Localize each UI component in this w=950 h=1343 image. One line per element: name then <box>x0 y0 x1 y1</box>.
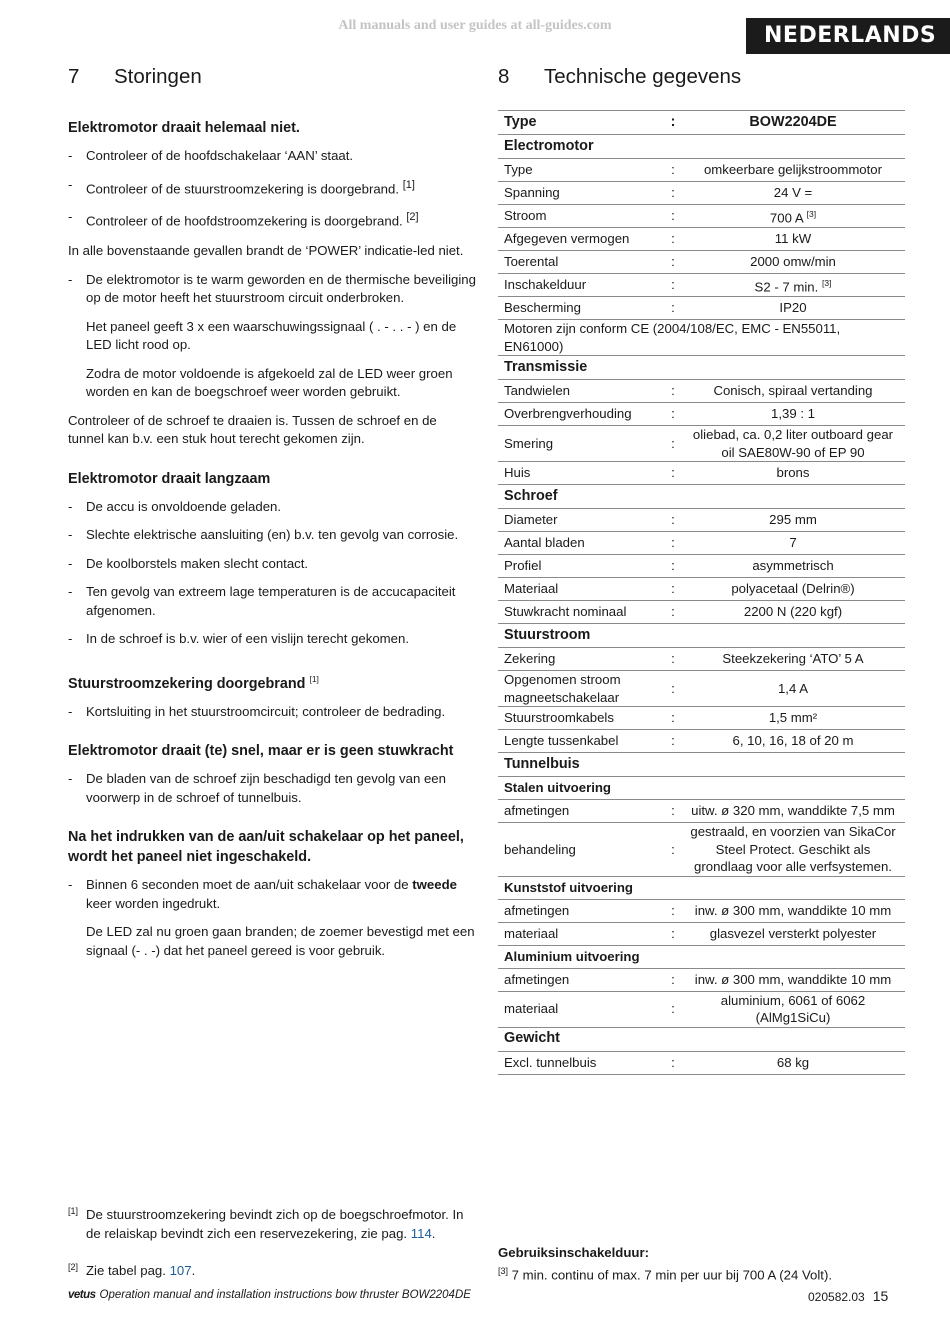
footnote-ref: [1] <box>402 178 415 191</box>
paragraph: Het paneel geeft 3 x een waarschuwingssignaal ( . - . . - ) en de LED licht rood op. <box>86 318 457 353</box>
section-number: 8 <box>498 65 510 88</box>
table-row <box>498 182 905 205</box>
usage-title: Gebruiksinschakelduur: <box>498 1245 649 1260</box>
row-colon: : <box>665 601 681 624</box>
table-row <box>498 297 905 320</box>
section-number: 7 <box>68 65 80 88</box>
list-item: - Binnen 6 seconden moet de aan/uit schakelaar voor de tweede keer worden ingedrukt. <box>68 877 457 911</box>
row-value: inw. ø 300 mm, wanddikte 10 mm <box>681 899 905 922</box>
row-label: Zekering <box>498 648 665 671</box>
row-colon: : <box>665 532 681 555</box>
table-row <box>498 205 905 228</box>
table-row <box>498 426 905 462</box>
table-row <box>498 922 905 945</box>
footnote-1: [1] De stuurstroomzekering bevindt zich op de boegschroefmotor. In de relaiskap bevindt zich een reservezekering, zie pag. 114. <box>68 1206 464 1241</box>
row-colon: : <box>665 182 681 205</box>
table-subgroup-title: Kunststof uitvoering <box>498 876 905 899</box>
row-colon: : <box>665 922 681 945</box>
footer-manual-title: vetus Operation manual and installation instructions bow thruster BOW2204DE <box>68 1289 471 1301</box>
list-item: - De accu is onvoldoende geladen. <box>68 498 282 514</box>
row-label: Inschakelduur <box>498 274 665 297</box>
list-item: - Kortsluiting in het stuurstroomcircuit; controleer de bedrading. <box>68 703 446 719</box>
page-link[interactable]: 107 <box>169 1263 192 1278</box>
row-label: afmetingen <box>498 800 665 823</box>
row-value: 1,5 mm² <box>681 707 905 730</box>
row-label: Smering <box>498 426 665 462</box>
row-colon: : <box>665 205 681 228</box>
list-item: - Controleer of de stuurstroomzekering is doorgebrand. [1] <box>68 176 415 196</box>
footnote-ref: [3] <box>821 277 832 288</box>
list-item: - Slechte elektrische aansluiting (en) b.v. ten gevolg van corrosie. <box>68 527 459 543</box>
row-label: Stroom <box>498 205 665 228</box>
row-label: Overbrengverhouding <box>498 403 665 426</box>
row-colon: : <box>665 671 681 707</box>
row-colon: : <box>665 228 681 251</box>
list-item: - De koolborstels maken slecht contact. <box>68 555 309 571</box>
row-value: omkeerbare gelijkstroommotor <box>681 159 905 182</box>
row-label: Tandwielen <box>498 380 665 403</box>
table-row <box>498 800 905 823</box>
row-label: materiaal <box>498 922 665 945</box>
usage-note <box>498 1243 918 1284</box>
table-subgroup-title: Stalen uitvoering <box>498 777 905 800</box>
row-colon: : <box>665 509 681 532</box>
row-label: Aantal bladen <box>498 532 665 555</box>
row-label: Materiaal <box>498 578 665 601</box>
table-row: Type : BOW2204DE <box>498 111 905 135</box>
section-technische-gegevens <box>498 60 905 1075</box>
row-label: afmetingen <box>498 899 665 922</box>
row-label: Spanning <box>498 182 665 205</box>
row-value: inw. ø 300 mm, wanddikte 10 mm <box>681 968 905 991</box>
table-row <box>498 648 905 671</box>
row-value: 7 <box>681 532 905 555</box>
row-label: Opgenomen stroom magneetschakelaar <box>498 671 665 707</box>
footer-page-info <box>808 1288 888 1304</box>
table-group-title: Gewicht <box>498 1027 905 1051</box>
table-group-title: Electromotor <box>498 135 905 159</box>
row-colon: : <box>665 159 681 182</box>
row-colon: : <box>665 800 681 823</box>
heading-fuse-blown: Stuurstroomzekering doorgebrand [1] <box>68 673 319 692</box>
heading-panel-not-on: Na het indrukken van de aan/uit schakelaar op het paneel, wordt het paneel niet ingeschakeld. <box>68 829 464 866</box>
section-title: Storingen <box>114 65 202 88</box>
row-value: 68 kg <box>681 1051 905 1074</box>
row-label: Diameter <box>498 509 665 532</box>
table-group-title: Schroef <box>498 485 905 509</box>
row-value: IP20 <box>681 297 905 320</box>
table-row <box>498 707 905 730</box>
row-label: Type <box>498 159 665 182</box>
table-row <box>498 403 905 426</box>
paragraph: Controleer of de schroef te draaien is. Tussen de schroef en de tunnel kan b.v. een stuk hout terecht gekomen zijn. <box>68 412 437 447</box>
row-label: Toerental <box>498 251 665 274</box>
row-value: 1,39 : 1 <box>681 403 905 426</box>
section-storingen <box>68 60 476 960</box>
usage-text: [3] 7 min. continu of max. 7 min per uur bij 700 A (24 Volt). <box>498 1266 833 1283</box>
row-value: asymmetrisch <box>681 555 905 578</box>
heading-motor-not-running: Elektromotor draait helemaal niet. <box>68 120 300 136</box>
row-value: 700 A [3] <box>681 205 905 228</box>
table-row <box>498 991 905 1027</box>
row-value: 2000 omw/min <box>681 251 905 274</box>
row-value: gestraald, en voorzien van SikaCor Steel Protect. Geschikt als grondlaag voor alle verfsystemen. <box>681 823 905 877</box>
row-label: Lengte tussenkabel <box>498 730 665 753</box>
row-value: oliebad, ca. 0,2 liter outboard gear oil SAE80W-90 of EP 90 <box>681 426 905 462</box>
watermark: All manuals and user guides at all-guides.com <box>338 18 612 33</box>
footnote-2: [2] Zie tabel pag. 107. <box>68 1262 196 1278</box>
table-group-title: Tunnelbuis <box>498 753 905 777</box>
row-label: Profiel <box>498 555 665 578</box>
row-colon: : <box>665 899 681 922</box>
row-label: Bescherming <box>498 297 665 320</box>
row-value: 11 kW <box>681 228 905 251</box>
table-row <box>498 532 905 555</box>
section-heading-storingen <box>68 60 476 94</box>
footnote-ref: [2] <box>406 211 419 224</box>
row-label: Stuurstroomkabels <box>498 707 665 730</box>
section-heading-technische-gegevens <box>498 60 905 94</box>
paragraph: In alle bovenstaande gevallen brandt de ‘POWER’ indicatie-led niet. <box>68 243 464 259</box>
table-row <box>498 671 905 707</box>
footnote-ref: [1] <box>309 673 319 684</box>
row-value: S2 - 7 min. [3] <box>681 274 905 297</box>
row-value: 6, 10, 16, 18 of 20 m <box>681 730 905 753</box>
row-value: polyacetaal (Delrin®) <box>681 578 905 601</box>
row-colon: : <box>665 380 681 403</box>
row-label: Huis <box>498 462 665 485</box>
footnote-ref: [3] <box>806 208 817 219</box>
list-item: - Ten gevolg van extreem lage temperaturen is de accucapaciteit afgenomen. <box>68 584 456 618</box>
row-value: 2200 N (220 kgf) <box>681 601 905 624</box>
table-row <box>498 251 905 274</box>
row-value: uitw. ø 320 mm, wanddikte 7,5 mm <box>681 800 905 823</box>
heading-motor-slow: Elektromotor draait langzaam <box>68 470 271 487</box>
list-item: - Controleer of de hoofdstroomzekering is doorgebrand. [2] <box>68 209 419 229</box>
row-value: aluminium, 6061 of 6062 (AlMg1SiCu) <box>681 991 905 1027</box>
row-colon: : <box>665 730 681 753</box>
row-value: brons <box>681 462 905 485</box>
table-row <box>498 228 905 251</box>
heading-no-thrust: Elektromotor draait (te) snel, maar er is geen stuwkracht <box>68 743 454 760</box>
table-row <box>498 462 905 485</box>
row-value: 1,4 A <box>681 671 905 707</box>
table-row <box>498 601 905 624</box>
row-colon: : <box>665 462 681 485</box>
page-link[interactable]: 114 <box>410 1226 432 1241</box>
language-tab: NEDERLANDS <box>746 18 950 54</box>
row-label: Afgegeven vermogen <box>498 228 665 251</box>
table-row <box>498 509 905 532</box>
row-value: 295 mm <box>681 509 905 532</box>
row-label: behandeling <box>498 823 665 877</box>
table-row <box>498 730 905 753</box>
row-colon: : <box>665 274 681 297</box>
table-row <box>498 899 905 922</box>
row-label: Excl. tunnelbuis <box>498 1051 665 1074</box>
table-row <box>498 578 905 601</box>
row-colon: : <box>665 707 681 730</box>
page-number: 15 <box>872 1288 889 1304</box>
table-row <box>498 823 905 877</box>
footnotes <box>68 1205 476 1280</box>
brand-logo: vetus <box>68 1289 96 1301</box>
row-colon: : <box>665 578 681 601</box>
table-row <box>498 1051 905 1074</box>
row-colon: : <box>665 1051 681 1074</box>
spec-table <box>498 110 905 1075</box>
row-colon: : <box>665 297 681 320</box>
paragraph: Zodra de motor voldoende is afgekoeld zal de LED weer groen worden en kan de boegschroef weer worden gebruikt. <box>86 365 453 400</box>
row-colon: : <box>665 555 681 578</box>
row-label: afmetingen <box>498 968 665 991</box>
table-group-title: Transmissie <box>498 356 905 380</box>
table-subgroup-title: Aluminium uitvoering <box>498 945 905 968</box>
row-colon: : <box>665 251 681 274</box>
row-value: Conisch, spiraal vertanding <box>681 380 905 403</box>
list-item: - De elektromotor is te warm geworden en de thermische beveiliging op de motor heeft het stuurstroom circuit onderbroken. <box>68 271 476 306</box>
row-value: Steekzekering ‘ATO’ 5 A <box>681 648 905 671</box>
list-item: - De bladen van de schroef zijn beschadigd ten gevolg van een voorwerp in de schroef of tunnelbuis. <box>68 771 446 805</box>
table-group-title: Stuurstroom <box>498 624 905 648</box>
row-colon: : <box>665 648 681 671</box>
list-item: - Controleer of de hoofdschakelaar ‘AAN’ staat. <box>68 148 354 163</box>
row-colon: : <box>665 968 681 991</box>
table-row <box>498 274 905 297</box>
row-colon: : <box>665 991 681 1027</box>
table-row <box>498 380 905 403</box>
table-row: Motoren zijn conform CE (2004/108/EC, EMC - EN55011, EN61000) <box>498 320 905 356</box>
row-value: 24 V = <box>681 182 905 205</box>
row-colon: : <box>665 426 681 462</box>
paragraph: De LED zal nu groen gaan branden; de zoemer bevestigd met een signaal (- . -) dat het paneel gereed is voor gebruik. <box>86 924 475 958</box>
row-label: materiaal <box>498 991 665 1027</box>
section-title: Technische gegevens <box>544 65 742 88</box>
doc-number: 020582.03 <box>808 1290 865 1304</box>
row-colon: : <box>665 823 681 877</box>
row-value: glasvezel versterkt polyester <box>681 922 905 945</box>
row-colon: : <box>665 403 681 426</box>
table-row <box>498 968 905 991</box>
table-row <box>498 159 905 182</box>
table-row <box>498 555 905 578</box>
row-label: Stuwkracht nominaal <box>498 601 665 624</box>
list-item: - In de schroef is b.v. wier of een vislijn terecht gekomen. <box>68 631 410 647</box>
